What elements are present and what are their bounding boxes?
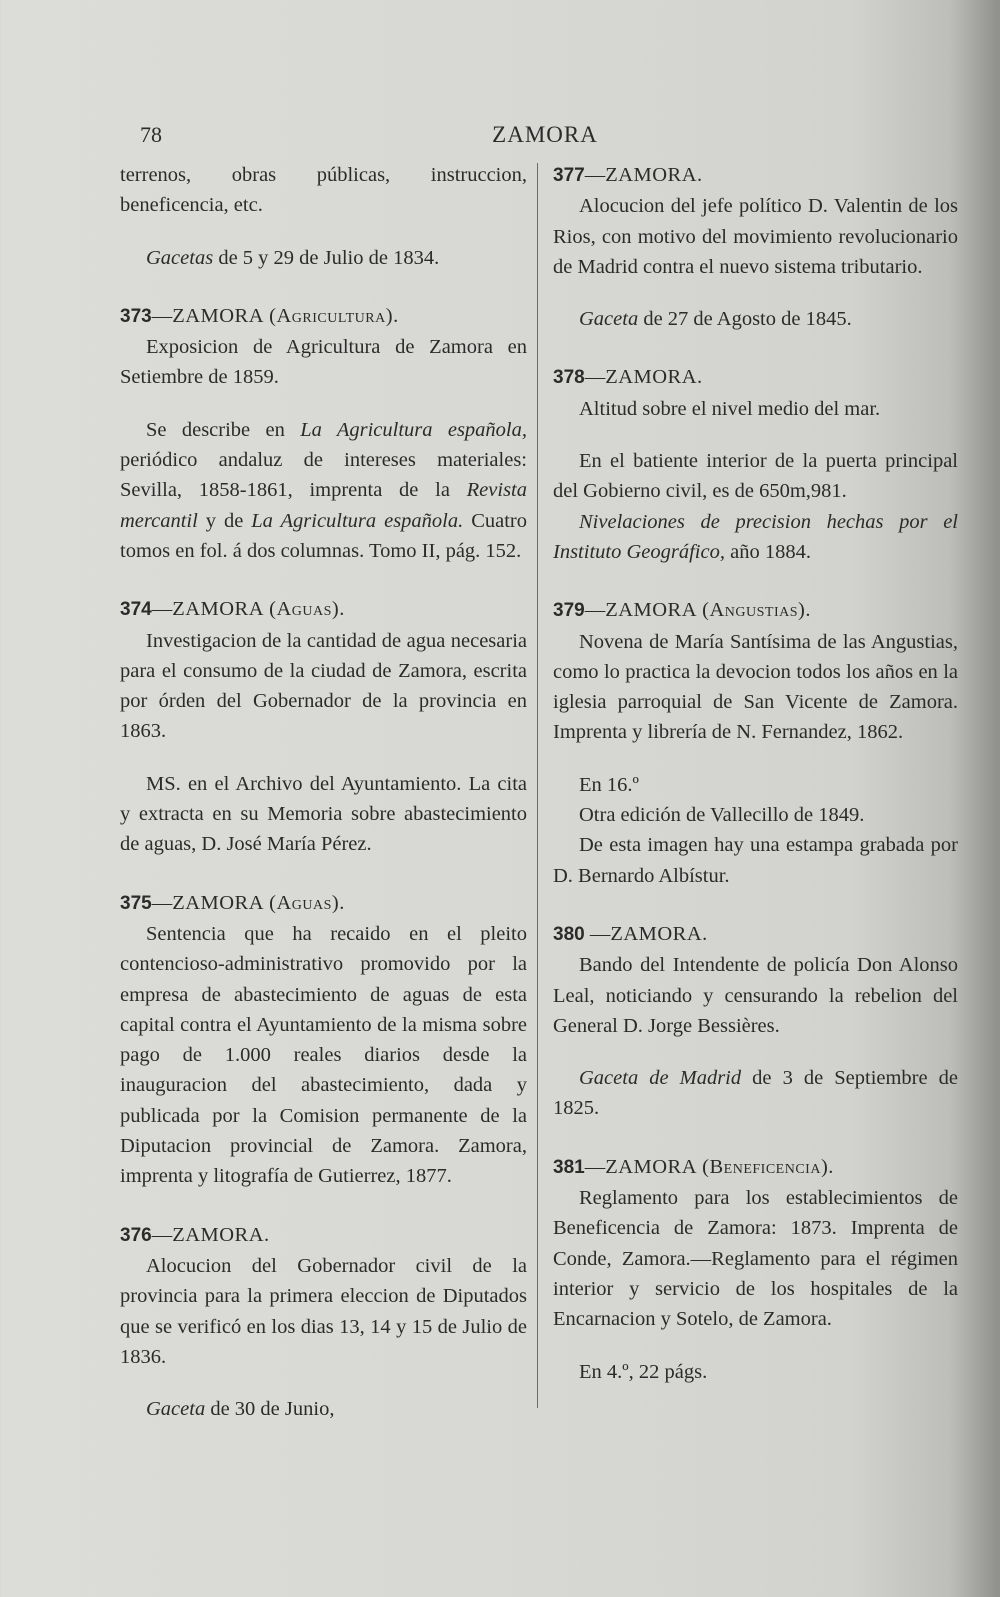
entry-body: Alocucion del Gobernador civil de la provincia para la primera eleccion de Diputados que se verificó en los dias 13, 14 y 15 de Julio de 1836.: [120, 1254, 527, 1368]
entry-379: [553, 595, 958, 891]
page-number: 78: [140, 122, 162, 147]
entry-body: Sentencia que ha recaido en el pleito contencioso-administrativo promovido por la empresa de abastecimiento de aguas de esta capital contra el Ayuntamiento de la misma sobre pago de 1.000 reales diarios desde la inauguracion del abastecimiento, dada y publicada por la Comision permanente de la Diputacion provincial de Zamora. Zamora, imprenta y litografía de Gutierrez, 1877.: [120, 922, 527, 1188]
entry-377: [553, 160, 958, 334]
continuation-note: Gacetas de 5 y 29 de Julio de 1834.: [146, 246, 440, 269]
entry-heading: 375—ZAMORA (Aguas).: [120, 891, 345, 914]
page-header: [0, 122, 1000, 152]
entry-378: [553, 362, 958, 567]
entry-note: MS. en el Archivo del Ayuntamiento. La cita y extracta en su Memoria sobre abastecimiento de aguas, D. José María Pérez.: [120, 772, 527, 856]
entry-note: Gaceta de 30 de Junio,: [146, 1398, 335, 1421]
running-head: ZAMORA: [492, 122, 598, 147]
entry-note-format: En 16.º: [579, 773, 639, 796]
entry-note-edition: Otra edición de Vallecillo de 1849.: [579, 804, 865, 827]
entry-body: Altitud sobre el nivel medio del mar.: [579, 397, 881, 420]
entry-note: Se describe en La Agricultura española, periódico andaluz de intereses materiales: Sevilla, 1858-1861, imprenta de la Revista mercantil y de La Agricultura española. Cuatro tomos en fol. á dos columnas. Tomo II, pág. 152.: [120, 418, 528, 562]
entry-381: [553, 1152, 958, 1387]
entry-body: Reglamento para los establecimientos de Beneficencia de Zamora: 1873. Imprenta de Conde, Zamora.—Reglamento para el régimen interior y servicio de los hospitales de la Encarnacion y Sotelo, de Zamora.: [553, 1187, 958, 1331]
entry-375: [120, 888, 527, 1192]
entry-body: Alocucion del jefe político D. Valentin de los Rios, con motivo del movimiento revolucionario de Madrid contra el nuevo sistema tributario.: [553, 195, 958, 278]
entry-heading: 378—ZAMORA.: [553, 366, 703, 389]
entry-380: [553, 919, 958, 1124]
entry-heading: 380 —ZAMORA.: [553, 922, 708, 945]
entry-373: [120, 301, 527, 566]
entry-heading: 374—ZAMORA (Aguas).: [120, 598, 345, 621]
entry-body: Investigacion de la cantidad de agua necesaria para el consumo de la ciudad de Zamora, escrita por órden del Gobernador de la provincia en 1863.: [120, 629, 527, 743]
entry-note: Gaceta de Madrid de 3 de Septiembre de 1825.: [553, 1067, 958, 1120]
entry-body: Novena de María Santísima de las Angustias, como lo practica la devocion todos los años en la iglesia parroquial de San Vicente de Zamora. Imprenta y librería de N. Fernandez, 1862.: [553, 630, 958, 744]
continuation-text: terrenos, obras públicas, instruccion, beneficencia, etc.: [120, 164, 527, 217]
entry-heading: 381—ZAMORA (Beneficencia).: [553, 1155, 834, 1178]
entry-heading: 379—ZAMORA (Angustias).: [553, 599, 811, 622]
entry-body: Exposicion de Agricultura de Zamora en Setiembre de 1859.: [120, 336, 527, 389]
entry-374: [120, 594, 527, 859]
entry-heading: 377—ZAMORA.: [553, 164, 703, 186]
entry-note-source: Nivelaciones de precision hechas por el Instituto Geográfico, año 1884.: [553, 510, 958, 563]
entry-heading: 373—ZAMORA (Agricultura).: [120, 304, 399, 327]
right-column: [553, 160, 958, 1415]
column-divider: [537, 163, 538, 1408]
left-column: [120, 160, 527, 1452]
entry-body: Bando del Intendente de policía Don Alonso Leal, noticiando y censurando la rebelion del General D. Jorge Bessières.: [553, 954, 958, 1037]
entry-note-engraving: De esta imagen hay una estampa grabada por D. Bernardo Albístur.: [553, 834, 958, 887]
entry-heading: 376—ZAMORA.: [120, 1223, 270, 1246]
entry-note: En el batiente interior de la puerta principal del Gobierno civil, es de 650m,981.: [553, 450, 958, 503]
entry-note: En 4.º, 22 págs.: [579, 1360, 708, 1383]
entry-376: [120, 1220, 527, 1425]
entry-note: Gaceta de 27 de Agosto de 1845.: [579, 308, 852, 331]
